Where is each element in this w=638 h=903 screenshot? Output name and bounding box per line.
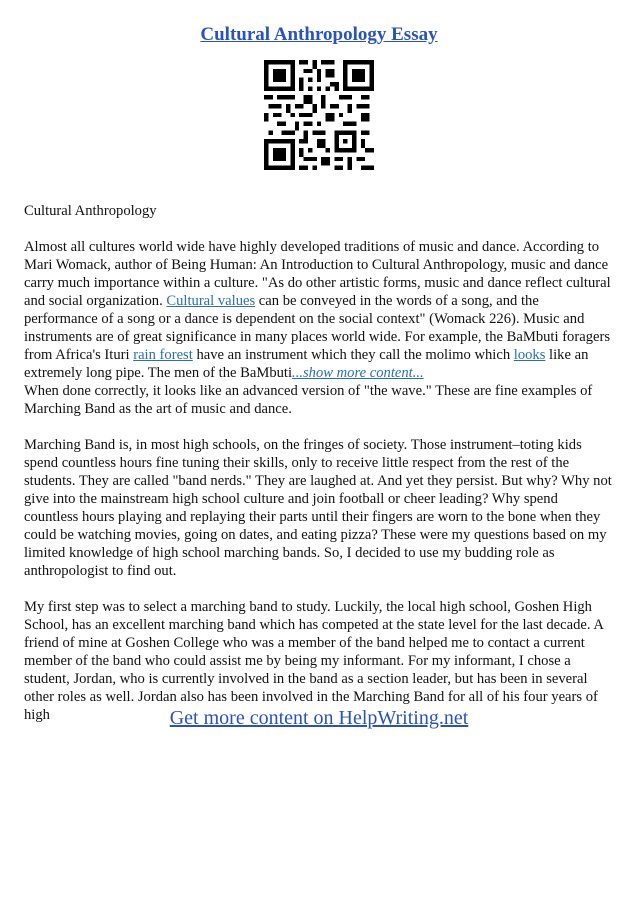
title-link[interactable]: Cultural Anthropology Essay — [200, 24, 438, 45]
essay-body — [24, 202, 614, 742]
show-more-content-link[interactable]: ...show more content... — [292, 365, 424, 381]
get-more-content-link[interactable]: Get more content on HelpWriting.net — [169, 707, 469, 729]
qr-code-icon — [264, 60, 374, 170]
rain-forest-link[interactable]: rain forest — [133, 347, 193, 363]
paragraph-1-text-1: Almost all cultures world wide have highly developed traditions of music and dance. According to Mari Womack, author of Being Human: An Introduction to Cultural Anthropology, music and dance carry much importance within a culture. "As do other artistic forms, music and dance reflect cultural and social organization. — [24, 239, 611, 309]
paragraph-1-text-4: like an extremely long pipe. The men of the BaMbuti — [24, 347, 589, 381]
essay-paragraph-2: Marching Band is, in most high schools, on the fringes of society. Those instrument–toting kids spend countless hours fine tuning their skills, only to receive little respect from the rest of the students. They are called "band nerds." They are laughed at. And yet they persist. But why? Why not give into the mainstream high school culture and join football or cheer leading? Why spend countless hours playing and replaying their parts until their fingers are worn to the bone when they could be watching movies, going on dates, and eating pizza? These were my questions based on my limited knowledge of high school marching bands. So, I decided to use my budding role as anthropologist to find out. — [24, 437, 612, 579]
essay-paragraph-1 — [24, 238, 614, 418]
paragraph-1-text-2: can be conveyed in the words of a song, and the performance of a song or a dance is dependent on the social context" (Womack 226). Music and instruments are of great significance in many places world wide. For example, the BaMbuti foragers from Africa's Ituri — [24, 293, 611, 363]
paragraph-1-text-3: have an instrument which they call the molimo which — [192, 347, 514, 363]
paragraph-1-text-5: When done correctly, it looks like an advanced version of "the wave." These are fine examples of Marching Band as the art of music and dance. — [24, 383, 593, 417]
footer — [0, 706, 638, 730]
essay-paragraph-3: My first step was to select a marching band to study. Luckily, the local high school, Goshen High School, has an excellent marching band which has competed at the state level for the last decade. A friend of mine at Goshen College who was a member of the band helped me to contact a current member of the band who could assist me by being my informant. For my informant, I chose a student, Jordan, who is currently involved in the band as a section leader, but has been in several other roles as well. Jordan also has been involved in the Marching Band for all of his four years of high — [24, 599, 604, 723]
looks-link[interactable]: looks — [513, 347, 546, 363]
cultural-values-link[interactable]: Cultural values — [166, 293, 256, 309]
page-title — [0, 24, 638, 46]
essay-heading: Cultural Anthropology — [24, 203, 157, 219]
qr-code-graphic — [264, 60, 374, 170]
